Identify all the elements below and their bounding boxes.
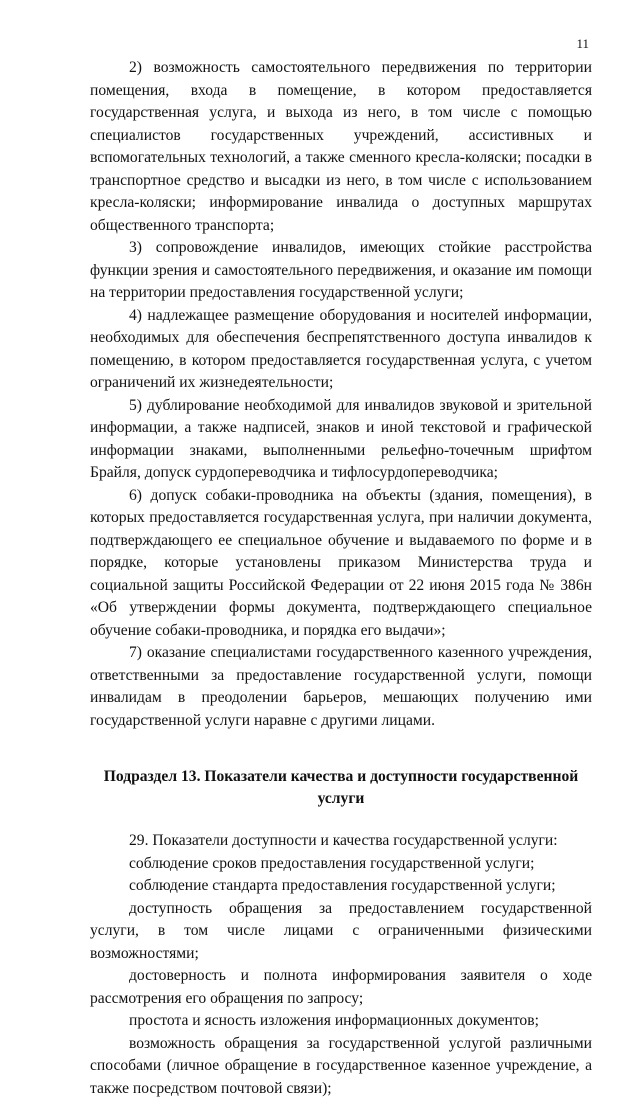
indicator-accessibility: доступность обращения за предоставлением государственной услуги, в том числе лицами с ограниченными физическими возможностями; bbox=[90, 898, 592, 966]
indicator-standard: соблюдение стандарта предоставления государственной услуги; bbox=[90, 875, 592, 898]
document-body bbox=[90, 57, 592, 1100]
paragraph-item-3: 3) сопровождение инвалидов, имеющих стойкие расстройства функции зрения и самостоятельного передвижения, и оказание им помощи на территории предоставления государственной услуги; bbox=[90, 237, 592, 305]
paragraph-item-4: 4) надлежащее размещение оборудования и носителей информации, необходимых для обеспечения беспрепятственного доступа инвалидов к помещению, в котором предоставляется государственная услуга, с учетом ограничений их жизнедеятельности; bbox=[90, 305, 592, 395]
indicator-clarity: простота и ясность изложения информационных документов; bbox=[90, 1010, 592, 1033]
section-heading: Подраздел 13. Показатели качества и доступности государственной услуги bbox=[90, 766, 592, 810]
indicator-informing: достоверность и полнота информирования заявителя о ходе рассмотрения его обращения по запросу; bbox=[90, 965, 592, 1010]
indicator-channels: возможность обращения за государственной услугой различными способами (личное обращение в государственное казенное учреждение, а также посредством почтовой связи); bbox=[90, 1033, 592, 1100]
paragraph-item-5: 5) дублирование необходимой для инвалидов звуковой и зрительной информации, а также надписей, знаков и иной текстовой и графической информации знаками, выполненными рельефно-точечным шрифтом Брайля, допуск сурдопереводчика и тифлосурдопереводчика; bbox=[90, 395, 592, 485]
page-number: 11 bbox=[576, 36, 589, 52]
paragraph-item-6: 6) допуск собаки-проводника на объекты (здания, помещения), в которых предоставляется государственная услуга, при наличии документа, подтверждающего ее специальное обучение и выдаваемого по форме и в порядке, которые установлены приказом Министерства труда и социальной защиты Российской Федерации от 22 июня 2015 года № 386н «Об утверждении формы документа, подтверждающего специальное обучение собаки-проводника, и порядка его выдачи»; bbox=[90, 485, 592, 643]
paragraph-29: 29. Показатели доступности и качества государственной услуги: bbox=[90, 830, 592, 853]
paragraph-item-2: 2) возможность самостоятельного передвижения по территории помещения, входа в помещение, в котором предоставляется государственная услуга, и выхода из него, в том числе с помощью специалистов государственных учреждений, ассистивных и вспомогательных технологий, а также сменного кресла-коляски; посадки в транспортное средство и высадки из него, в том числе с использованием кресла-коляски; информирование инвалида о доступных маршрутах общественного транспорта; bbox=[90, 57, 592, 237]
paragraph-item-7: 7) оказание специалистами государственного казенного учреждения, ответственными за предоставление государственной услуги, помощи инвалидам в преодолении барьеров, мешающих получению ими государственной услуги наравне с другими лицами. bbox=[90, 642, 592, 732]
indicator-deadlines: соблюдение сроков предоставления государственной услуги; bbox=[90, 853, 592, 876]
